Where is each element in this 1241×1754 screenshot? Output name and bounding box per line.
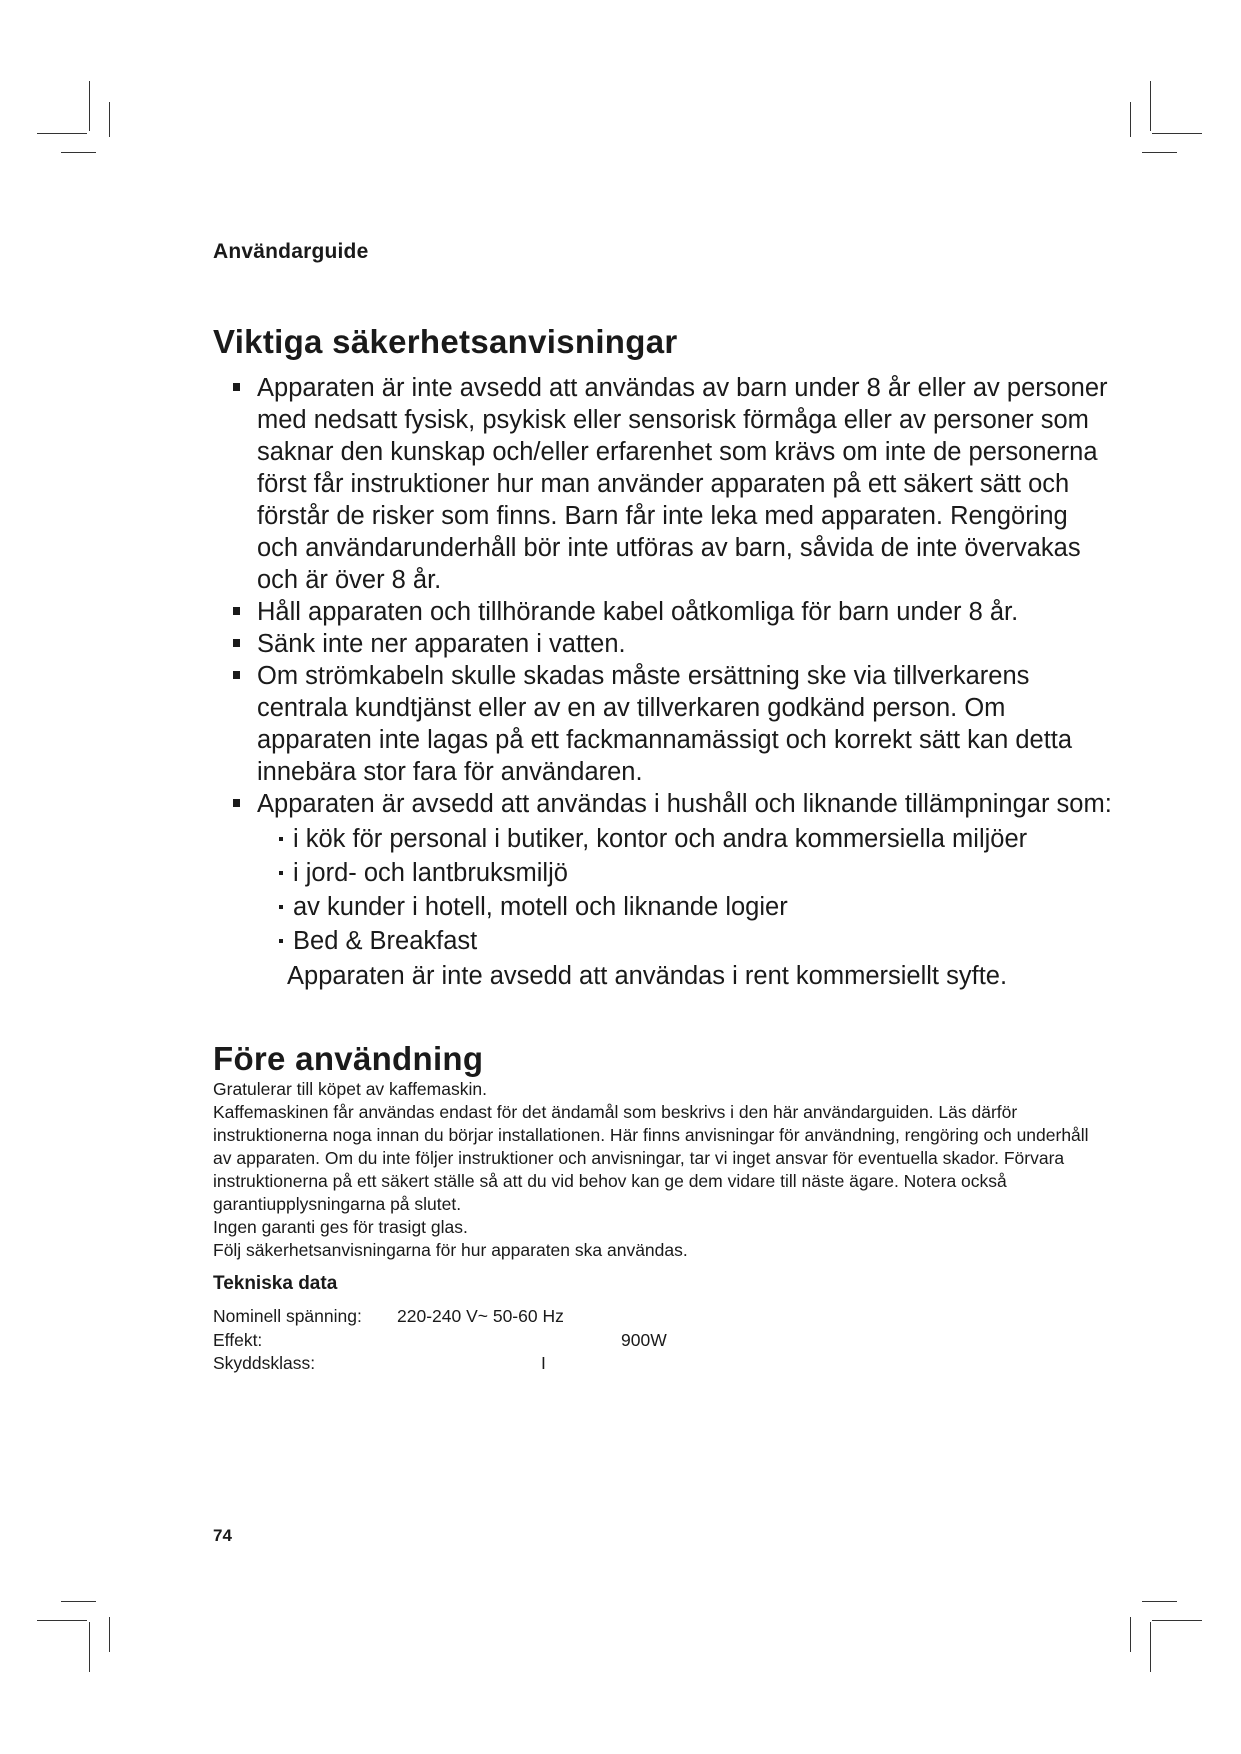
tech-row-value: I	[541, 1353, 546, 1373]
crop-mark-bottom-right-h2	[1152, 1620, 1202, 1621]
crop-mark-top-left-h2	[61, 152, 96, 153]
section-title-before-use: Före användning	[213, 1040, 484, 1077]
safety-item-text: Apparaten är inte avsedd att användas av barn under 8 år eller av personer med nedsatt fysisk, psykisk eller sensorisk förmåga eller av personer som saknar den kunskap och/eller erfarenhet som krävs om inte de personerna först får instruktioner hur man använder apparaten på ett säkert sätt och förstår de risker som finns. Barn får inte leka med apparaten. Rengöring och användarunderhåll bör inte utföras av barn, såvida de inte övervakas och är över 8 år.	[257, 374, 1108, 594]
usage-sub-item	[279, 856, 1113, 890]
safety-item	[233, 788, 1113, 992]
usage-sub-item	[279, 890, 1113, 924]
commercial-use-note: Apparaten är inte avsedd att användas i rent kommersiellt syfte.	[287, 962, 1008, 990]
bullet-square-icon	[233, 639, 240, 647]
bullet-square-icon	[233, 799, 240, 807]
usage-sub-item-text: i jord- och lantbruksmiljö	[293, 859, 568, 887]
usage-sub-item-text: av kunder i hotell, motell och liknande logier	[293, 893, 788, 921]
usage-sub-item-text: Bed & Breakfast	[293, 927, 478, 955]
crop-mark-top-right-h1	[1152, 133, 1202, 134]
bullet-square-icon	[233, 383, 240, 391]
crop-mark-bottom-left-h2	[37, 1620, 87, 1621]
tech-row-label: Nominell spänning:	[213, 1306, 362, 1326]
bullet-dot-icon	[279, 871, 283, 875]
safety-item	[233, 660, 1113, 788]
tech-row-label: Effekt:	[213, 1330, 263, 1350]
crop-mark-top-right-v1	[1150, 81, 1151, 131]
crop-mark-bottom-right-v2	[1130, 1617, 1131, 1652]
tech-row-value: 220-240 V~ 50-60 Hz	[397, 1306, 564, 1326]
crop-mark-top-right-h2	[1142, 152, 1177, 153]
bullet-square-icon	[233, 607, 240, 615]
safety-item	[233, 628, 1113, 660]
usage-sub-item-text: i kök för personal i butiker, kontor och andra kommersiella miljöer	[293, 825, 1028, 853]
bullet-dot-icon	[279, 905, 283, 909]
safety-item-text: Apparaten är avsedd att användas i hushåll och liknande tillämpningar som:	[257, 790, 1112, 818]
safety-item-text: Om strömkabeln skulle skadas måste ersättning ske via tillverkarens centrala kundtjänst eller av en av tillverkaren godkänd person. Om apparaten inte lagas på ett fackmannamässigt och korrekt sätt kan detta innebära stor fara för användaren.	[257, 662, 1073, 786]
usage-sub-list	[241, 822, 1113, 958]
crop-mark-top-right-v2	[1130, 102, 1131, 137]
bullet-dot-icon	[279, 837, 283, 841]
tech-data-title: Tekniska data	[213, 1273, 338, 1294]
section-title-safety: Viktiga säkerhetsanvisningar	[213, 323, 678, 360]
safety-item	[233, 372, 1113, 596]
safety-item-text: Håll apparaten och tillhörande kabel oåtkomliga för barn under 8 år.	[257, 598, 1019, 626]
before-use-paragraph: Gratulerar till köpet av kaffemaskin.	[213, 1079, 487, 1099]
bullet-dot-icon	[279, 939, 283, 943]
safety-item-text: Sänk inte ner apparaten i vatten.	[257, 630, 626, 658]
crop-mark-top-left-v2	[109, 102, 110, 137]
document-header: Användarguide	[213, 240, 369, 263]
safety-item	[233, 596, 1113, 628]
before-use-text	[213, 1078, 1093, 1262]
crop-mark-bottom-left-v1	[89, 1622, 90, 1672]
tech-row-label: Skyddsklass:	[213, 1353, 316, 1373]
usage-sub-item	[279, 924, 1113, 958]
crop-mark-bottom-left-v2	[109, 1617, 110, 1652]
safety-list	[233, 372, 1113, 992]
bullet-square-icon	[233, 671, 240, 679]
page-number: 74	[213, 1526, 232, 1545]
crop-mark-top-left-v1	[89, 81, 90, 131]
crop-mark-bottom-left-h1	[61, 1601, 96, 1602]
crop-mark-bottom-right-v1	[1150, 1622, 1151, 1672]
before-use-paragraph: Ingen garanti ges för trasigt glas.	[213, 1217, 468, 1237]
usage-sub-item	[279, 822, 1113, 856]
before-use-paragraph: Kaffemaskinen får användas endast för det ändamål som beskrivs i den här användarguiden. Läs därför instruktionerna noga innan du börjar installationen. Här finns anvisningar för användning, rengöring och underhåll av apparaten. Om du inte följer instruktioner och anvisningar, tar vi inget ansvar för eventuella skador. Förvara instruktionerna på ett säkert ställe så att du vid behov kan ge dem vidare till näste ägare. Notera också garantiupplysningarna på slutet.	[213, 1102, 1089, 1214]
crop-mark-top-left-h1	[37, 133, 87, 134]
tech-row-value: 900W	[621, 1330, 667, 1350]
before-use-paragraph: Följ säkerhetsanvisningarna för hur apparaten ska användas.	[213, 1240, 688, 1260]
crop-mark-bottom-right-h1	[1142, 1601, 1177, 1602]
